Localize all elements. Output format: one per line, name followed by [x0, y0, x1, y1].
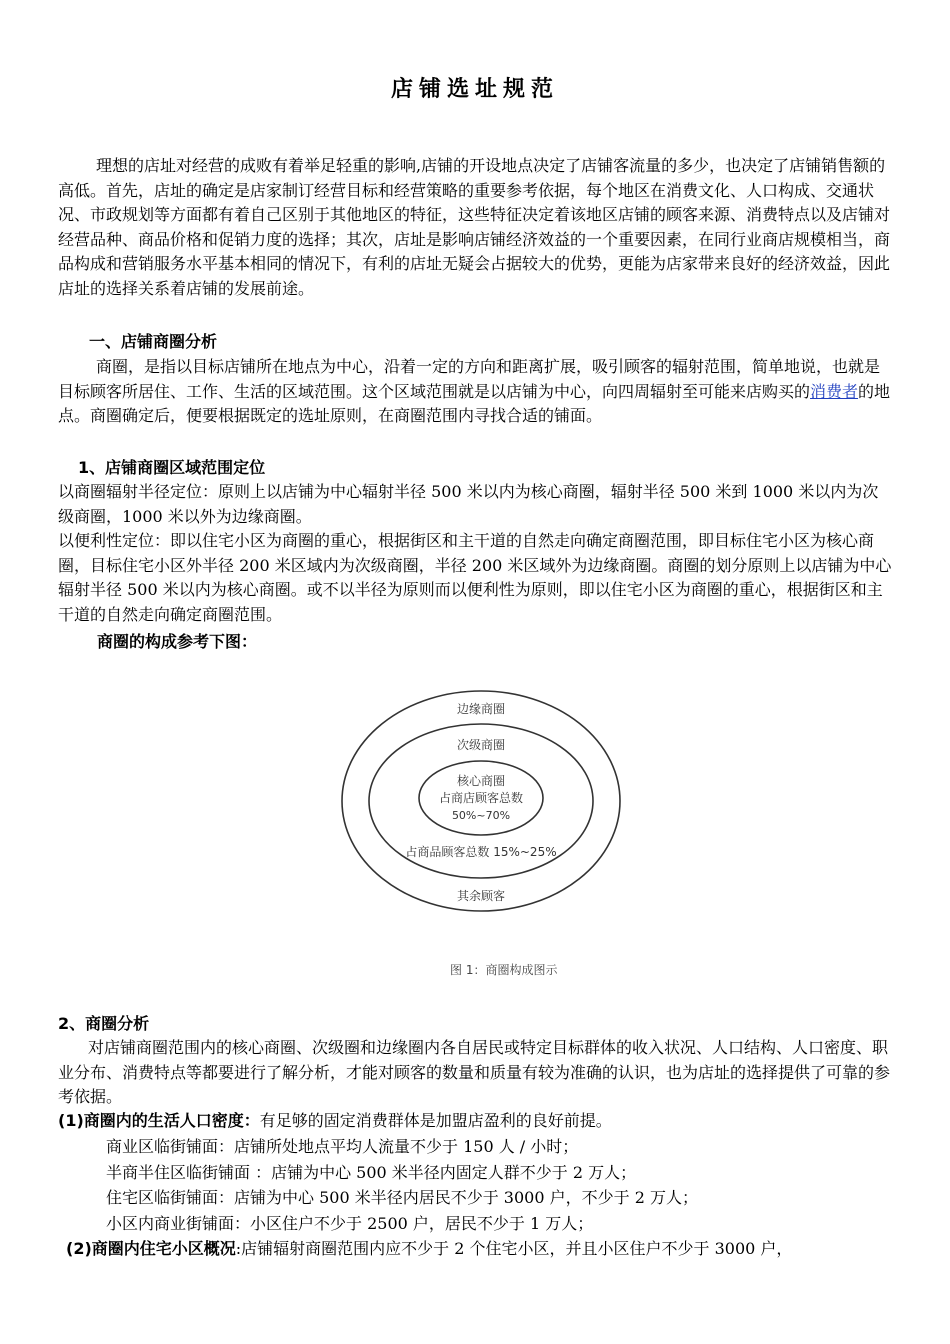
trade-area-diagram — [340, 688, 622, 914]
sub1-paragraph-radius: 以商圈辐射半径定位：原则上以店铺为中心辐射半径 500 米以内为核心商圈，辐射半径 500 米到 1000 米以内为次级商圈，1000 米以外为边缘商圈。 — [58, 482, 879, 526]
core-share-value: 50%~70% — [451, 809, 511, 822]
sub2-heading: 2、商圈分析 — [58, 1014, 150, 1033]
sub1-heading: 1、店铺商圈区域范围定位 — [78, 458, 266, 477]
point1-item-1: 商业区临街铺面：店铺所处地点平均人流量不少于 150 人 / 小时； — [106, 1137, 579, 1156]
consumer-link[interactable]: 消费者 — [810, 381, 859, 401]
core-share-label: 占商店顾客总数 — [438, 791, 524, 805]
section1-heading: 一、店铺商圈分析 — [89, 332, 218, 351]
point1-label: (1)商圈内的生活人口密度： — [58, 1111, 260, 1130]
core-label: 核心商圈 — [456, 774, 506, 788]
section1-paragraph — [58, 355, 894, 429]
intro-paragraph: 理想的店址对经营的成败有着举足轻重的影响,店铺的开设地点决定了店铺客流量的多少，也决定了店铺销售额的高低。首先，店址的确定是店家制订经营目标和经营策略的重要参考依据，每个地区在消费文化、人口构成、交通状况、市政规划等方面都有着自己区别于其他地区的特征，这些特征决定着该地区店铺的顾客来源、消费特点以及店铺对经营品种、商品价格和促销力度的选择；其次，店址是影响店铺经济效益的一个重要因素，在同行业商店规模相当，商品构成和营销服务水平基本相同的情况下，有利的店址无疑会占据较大的优势，更能为店家带来良好的经济效益，因此店址的选择关系着店铺的发展前途。 — [58, 156, 891, 298]
outer-label: 边缘商圈 — [456, 702, 506, 716]
figure-intro: 商圈的构成参考下图： — [97, 632, 258, 651]
middle-share: 占商品顾客总数 15%~25% — [405, 845, 557, 859]
point1 — [58, 1108, 612, 1134]
section1-text-a: 商圈，是指以目标店铺所在地点为中心，沿着一定的方向和距离扩展，吸引顾客的辐射范围，简单地说，也就是目标顾客所居住、工作、生活的区域范围。这个区域范围就是以店铺为中心，向四周辐射至可能来店购买的 — [58, 357, 881, 401]
page-title: 店铺选址规范 — [390, 77, 559, 102]
point1-item-2: 半商半住区临街铺面 ：店铺为中心 500 米半径内固定人群不少于 2 万人； — [106, 1163, 637, 1182]
figure-caption: 图 1：商圈构成图示 — [450, 963, 558, 977]
point2 — [66, 1236, 792, 1262]
sub2-paragraph: 对店铺商圈范围内的核心商圈、次级圈和边缘圈内各自居民或特定目标群体的收入状况、人口结构、人口密度、职业分布、消费特点等都要进行了解分析，才能对顾客的数量和质量有较为准确的认识，也为店址的选择提供了可靠的参考依据。 — [58, 1038, 891, 1106]
point1-text: 有足够的固定消费群体是加盟店盈利的良好前提。 — [259, 1111, 612, 1130]
point1-item-3: 住宅区临街铺面：店铺为中心 500 米半径内居民不少于 3000 户，不少于 2 万人； — [106, 1188, 698, 1207]
section1-text-b: 的地点。商圈确定后，便要根据既定的选址原则，在商圈范围内寻找合适的铺面。 — [58, 381, 891, 425]
outer-share: 其余顾客 — [456, 889, 506, 903]
sub1-paragraph-convenience: 以便利性定位：即以住宅小区为商圈的重心，根据街区和主干道的自然走向确定商圈范围，即目标住宅小区为核心商圈，目标住宅小区外半径 200 米区域内为次级商圈，半径 200 米区域外为边缘商圈。商圈的划分原则上以店铺为中心辐射半径 500 米以内为核心商圈。或不以半径为原则而以便利性为原则，即以住宅小区为商圈的重心，根据街区和主干道的自然走向确定商圈范围。 — [58, 531, 892, 624]
point1-item-4: 小区内商业街铺面：小区住户不少于 2500 户，居民不少于 1 万人； — [106, 1214, 594, 1233]
point2-text: :店铺辐射商圈范围内应不少于 2 个住宅小区，并且小区住户不少于 3000 户， — [235, 1239, 793, 1258]
point2-label: (2)商圈内住宅小区概况 — [66, 1239, 236, 1258]
middle-label: 次级商圈 — [456, 738, 506, 752]
